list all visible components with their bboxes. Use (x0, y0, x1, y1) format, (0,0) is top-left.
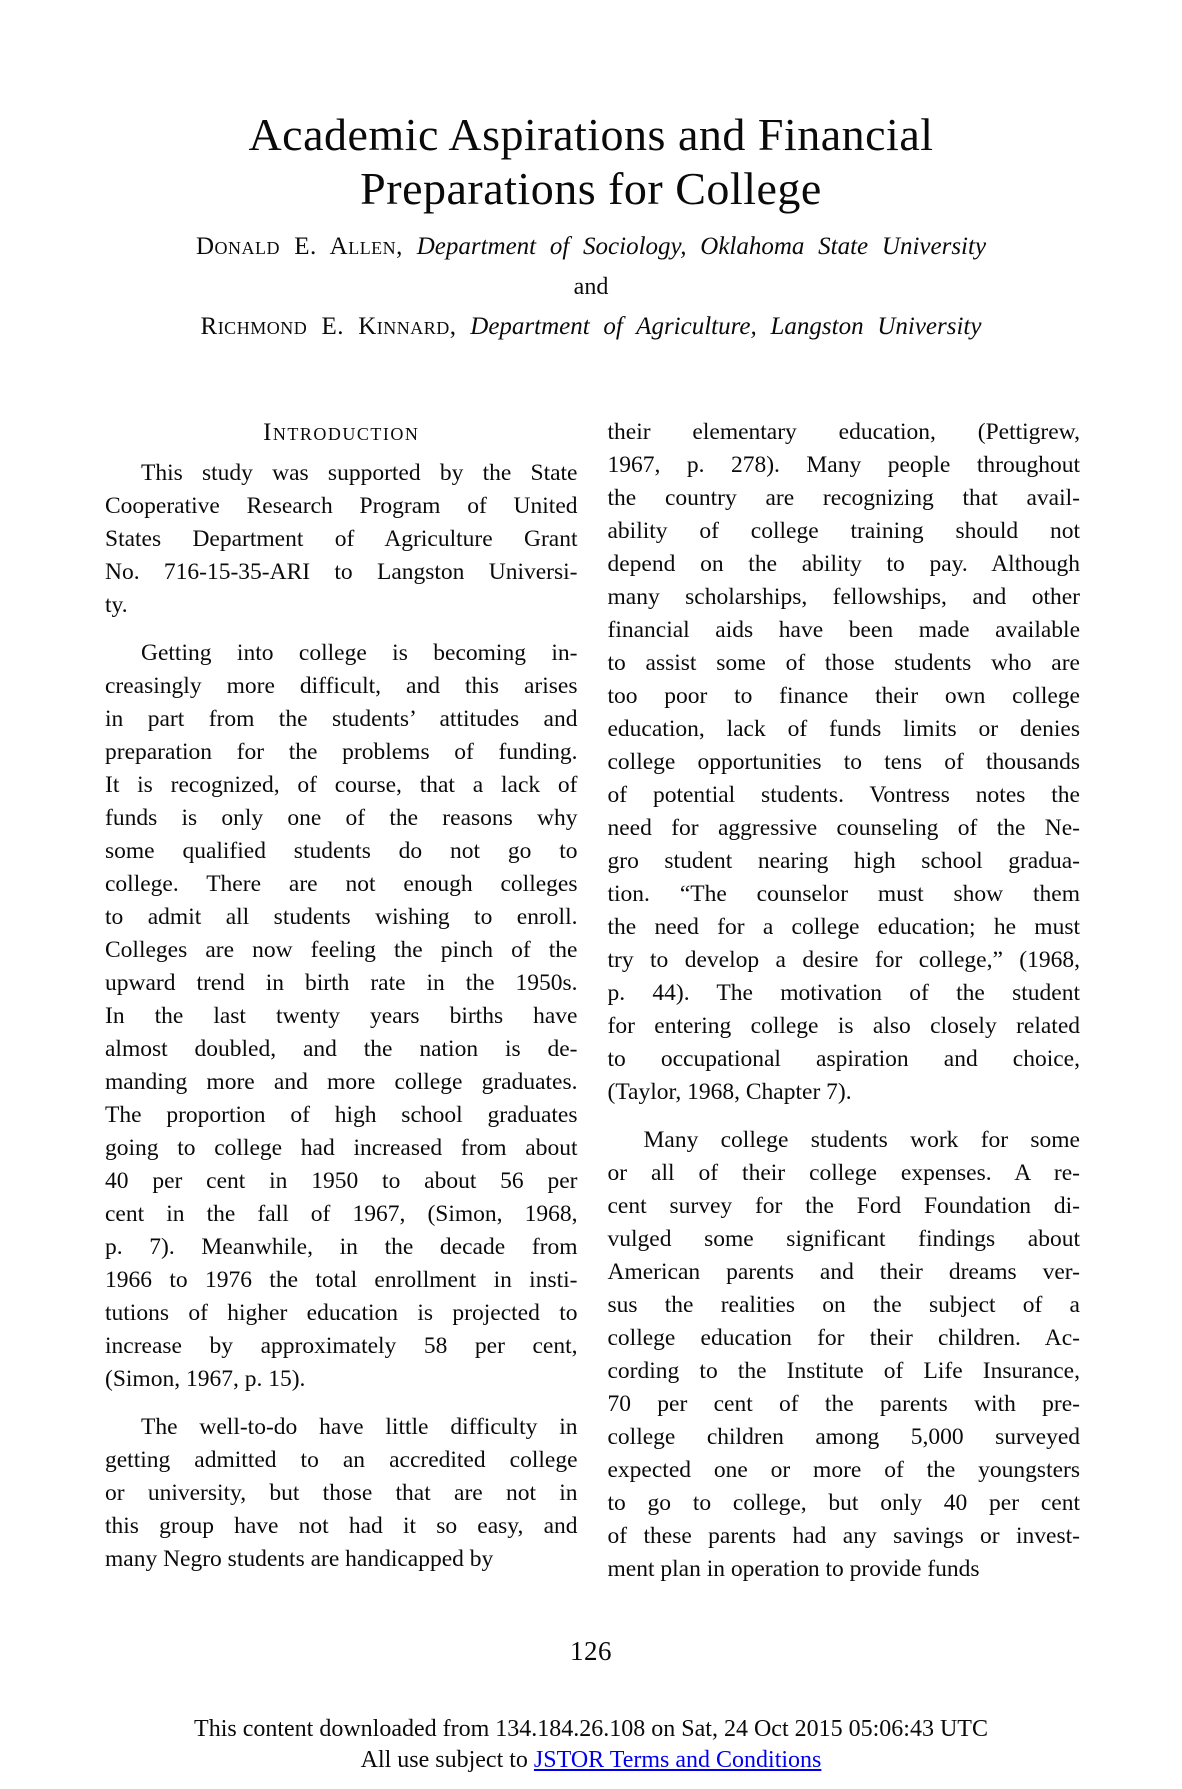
text-line: or all of their college expenses. A re- (607, 1160, 1080, 1186)
text-line: of these parents had any savings or invest- (607, 1523, 1080, 1549)
text-line: tion. “The counselor must show them (607, 881, 1080, 907)
text-line: States Department of Agriculture Grant (105, 526, 578, 552)
author-2-affiliation: Department of Agriculture, Langston University (470, 313, 982, 340)
byline-conjunction: and (573, 274, 609, 300)
text-line: 1967, p. 278). Many people throughout (607, 452, 1080, 478)
text-line: to assist some of those students who are (607, 650, 1080, 676)
text-line: (Simon, 1967, p. 15). (105, 1366, 306, 1392)
text-line: to occupational aspiration and choice, (607, 1046, 1080, 1072)
page-number: 126 (570, 1636, 612, 1666)
text-line: increase by approximately 58 per cent, (105, 1333, 578, 1359)
section-heading: Introduction (263, 419, 420, 446)
text-line: Getting into college is becoming in- (141, 640, 578, 666)
left-column (105, 416, 578, 1586)
text-line: Cooperative Research Program of United (105, 493, 578, 519)
article-body (0, 416, 1182, 1586)
paragraph (608, 416, 1081, 1109)
text-line: education, lack of funds limits or denies (607, 716, 1080, 742)
text-line: college children among 5,000 surveyed (607, 1424, 1080, 1450)
text-line: ment plan in operation to provide funds (607, 1556, 980, 1582)
text-line: ability of college training should not (607, 518, 1080, 544)
text-line: this group have not had it so easy, and (105, 1513, 578, 1539)
text-line: financial aids have been made available (607, 617, 1080, 643)
text-line: creasingly more difficult, and this arises (105, 673, 578, 699)
paragraph (105, 457, 578, 622)
text-line: of potential students. Vontress notes the (607, 782, 1080, 808)
text-line: 70 per cent of the parents with pre- (607, 1391, 1080, 1417)
left-column-text (105, 457, 578, 1576)
text-line: American parents and their dreams ver- (607, 1259, 1080, 1285)
text-line: manding more and more college graduates. (105, 1069, 578, 1095)
text-line: (Taylor, 1968, Chapter 7). (607, 1079, 852, 1105)
text-line: tutions of higher education is projected to (105, 1300, 578, 1326)
text-line: many Negro students are handicapped by (105, 1546, 494, 1572)
author-1-affiliation: Department of Sociology, Oklahoma State University (416, 233, 987, 260)
text-line: No. 716-15-35-ARI to Langston Universi- (105, 559, 578, 585)
right-column (608, 416, 1081, 1586)
text-line: to go to college, but only 40 per cent (607, 1490, 1080, 1516)
text-line: try to develop a desire for college,” (1968, (607, 947, 1080, 973)
text-line: In the last twenty years births have (105, 1003, 578, 1029)
text-line: their elementary education, (Pettigrew, (607, 419, 1080, 445)
right-column-text (608, 416, 1081, 1586)
text-line: too poor to finance their own college (607, 683, 1080, 709)
text-line: getting admitted to an accredited college (105, 1447, 578, 1473)
text-line: college opportunities to tens of thousands (607, 749, 1080, 775)
text-line: depend on the ability to pay. Although (607, 551, 1080, 577)
paragraph (105, 637, 578, 1396)
text-line: ty. (105, 592, 128, 618)
text-line: cent survey for the Ford Foundation di- (607, 1193, 1080, 1219)
title-line-2: Preparations for College (360, 163, 822, 214)
text-line: funds is only one of the reasons why (105, 805, 578, 831)
article-header (0, 0, 1182, 342)
text-line: college. There are not enough colleges (105, 871, 578, 897)
terms-prefix: All use subject to (360, 1747, 534, 1773)
text-line: The proportion of high school graduates (105, 1102, 578, 1128)
text-line: It is recognized, of course, that a lack of (105, 772, 578, 798)
text-line: p. 7). Meanwhile, in the decade from (105, 1234, 578, 1260)
author-byline-2 (0, 312, 1182, 342)
text-line: Many college students work for some (643, 1127, 1080, 1153)
text-line: This study was supported by the State (141, 460, 578, 486)
title-line-1: Academic Aspirations and Financial (248, 109, 934, 160)
text-line: college education for their children. Ac- (607, 1325, 1080, 1351)
author-byline-1 (0, 232, 1182, 262)
author-2-name: Richmond E. Kinnard, (200, 313, 457, 340)
text-line: 1966 to 1976 the total enrollment in insti- (105, 1267, 578, 1293)
text-line: some qualified students do not go to (105, 838, 578, 864)
article-title (0, 108, 1182, 216)
jstor-terms-link[interactable]: JSTOR Terms and Conditions (533, 1747, 822, 1773)
paragraph (105, 1411, 578, 1576)
text-line: in part from the students’ attitudes and (105, 706, 578, 732)
text-line: for entering college is also closely related (607, 1013, 1080, 1039)
paragraph (608, 1124, 1081, 1586)
jstor-footer-stamp (0, 1714, 1182, 1776)
text-line: cent in the fall of 1967, (Simon, 1968, (105, 1201, 578, 1227)
text-line: need for aggressive counseling of the Ne- (607, 815, 1080, 841)
text-line: gro student nearing high school gradua- (607, 848, 1080, 874)
terms-line (0, 1745, 1182, 1776)
text-line: The well-to-do have little difficulty in (141, 1414, 578, 1440)
text-line: the need for a college education; he must (607, 914, 1080, 940)
text-line: almost doubled, and the nation is de- (105, 1036, 578, 1062)
text-line: p. 44). The motivation of the student (607, 980, 1080, 1006)
text-line: preparation for the problems of funding. (105, 739, 578, 765)
text-line: cording to the Institute of Life Insurance, (607, 1358, 1080, 1384)
text-line: the country are recognizing that avail- (607, 485, 1080, 511)
text-line: sus the realities on the subject of a (607, 1292, 1080, 1318)
text-line: upward trend in birth rate in the 1950s. (105, 970, 578, 996)
author-1-name: Donald E. Allen, (195, 233, 403, 260)
download-stamp-line: This content downloaded from 134.184.26.108 on Sat, 24 Oct 2015 05:06:43 UTC (194, 1716, 988, 1742)
text-line: vulged some significant findings about (607, 1226, 1080, 1252)
text-line: many scholarships, fellowships, and other (607, 584, 1080, 610)
text-line: or university, but those that are not in (105, 1480, 578, 1506)
text-line: to admit all students wishing to enroll. (105, 904, 578, 930)
text-line: expected one or more of the youngsters (607, 1457, 1080, 1483)
text-line: going to college had increased from about (105, 1135, 578, 1161)
text-line: Colleges are now feeling the pinch of the (105, 937, 578, 963)
text-line: 40 per cent in 1950 to about 56 per (105, 1168, 578, 1194)
